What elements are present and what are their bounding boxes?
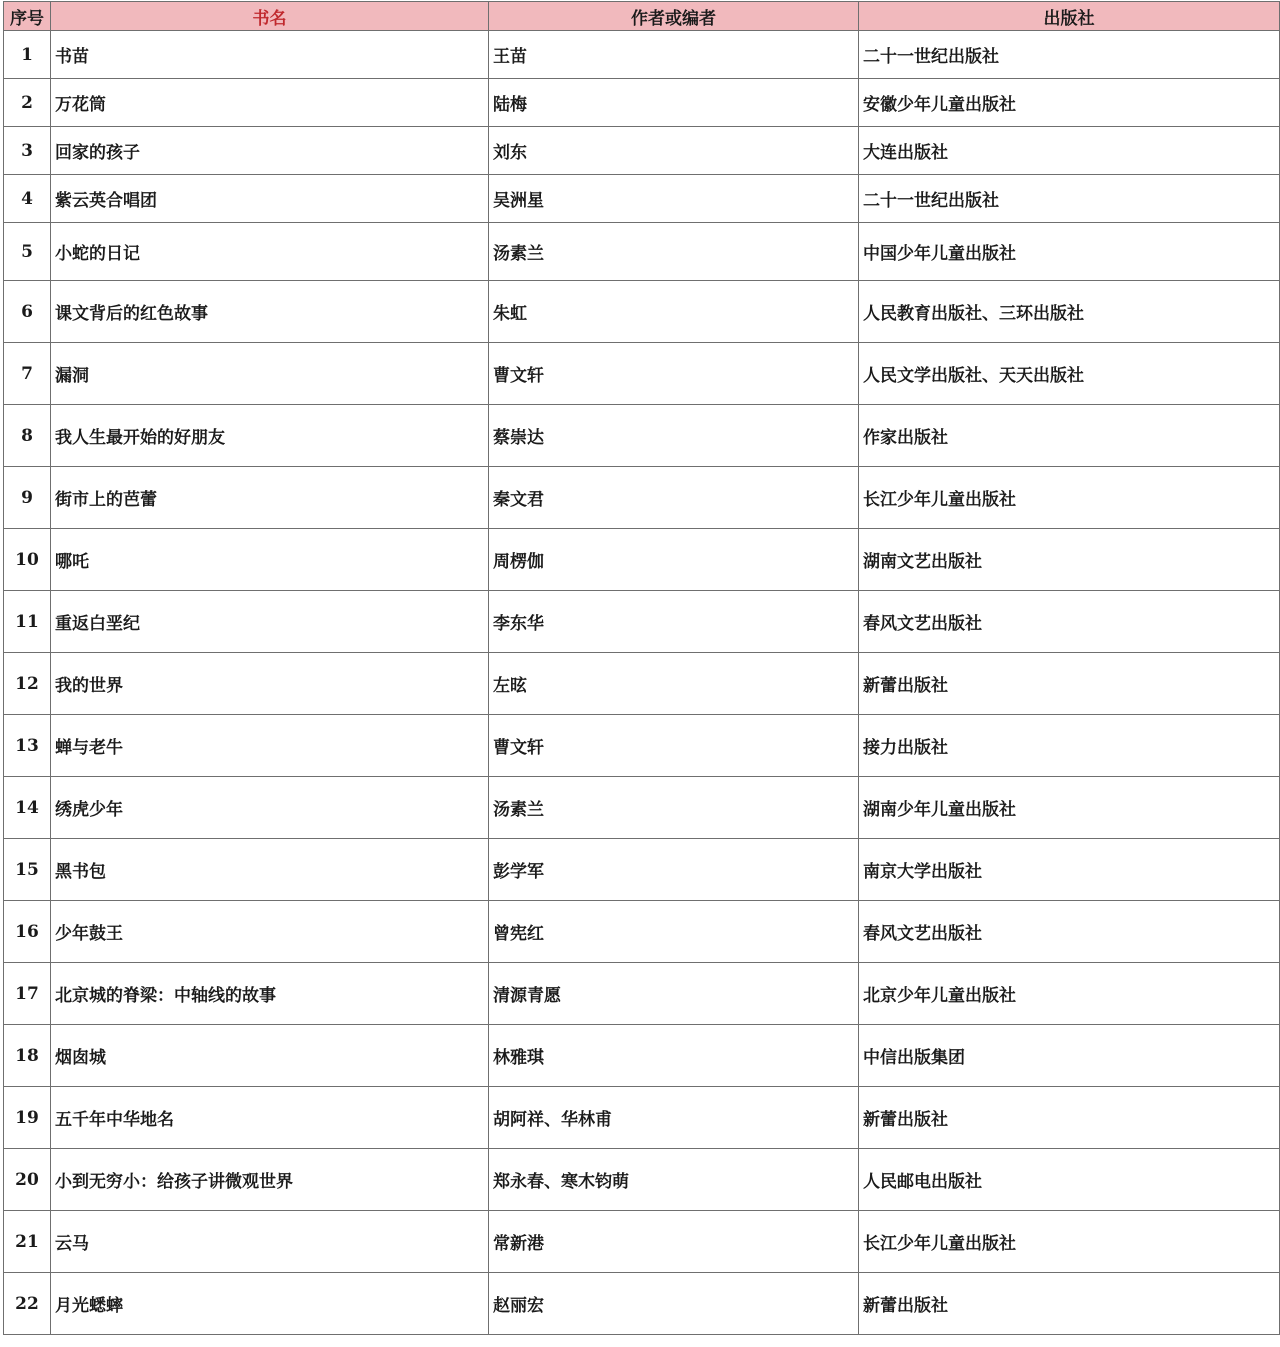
row-index: 13 <box>4 715 51 777</box>
row-publisher: 中信出版集团 <box>859 1025 1280 1087</box>
row-title: 黑书包 <box>51 839 489 901</box>
row-author: 胡阿祥、华林甫 <box>489 1087 859 1149</box>
row-author: 左昡 <box>489 653 859 715</box>
row-publisher: 湖南文艺出版社 <box>859 529 1280 591</box>
row-author: 赵丽宏 <box>489 1273 859 1335</box>
row-index: 2 <box>4 79 51 127</box>
row-author: 蔡崇达 <box>489 405 859 467</box>
table-row <box>4 343 1280 405</box>
row-publisher: 人民文学出版社、天天出版社 <box>859 343 1280 405</box>
row-title: 重返白垩纪 <box>51 591 489 653</box>
table-row <box>4 31 1280 79</box>
row-publisher: 湖南少年儿童出版社 <box>859 777 1280 839</box>
row-author: 朱虹 <box>489 281 859 343</box>
header-row <box>4 2 1280 31</box>
row-author: 汤素兰 <box>489 777 859 839</box>
header-title: 书名 <box>51 2 489 31</box>
row-title: 街市上的芭蕾 <box>51 467 489 529</box>
table-row <box>4 1273 1280 1335</box>
row-publisher: 中国少年儿童出版社 <box>859 223 1280 281</box>
row-publisher: 人民邮电出版社 <box>859 1149 1280 1211</box>
row-title: 绣虎少年 <box>51 777 489 839</box>
row-index: 18 <box>4 1025 51 1087</box>
table-row <box>4 79 1280 127</box>
row-index: 5 <box>4 223 51 281</box>
row-title: 云马 <box>51 1211 489 1273</box>
row-index: 10 <box>4 529 51 591</box>
row-index: 11 <box>4 591 51 653</box>
row-index: 3 <box>4 127 51 175</box>
row-author: 刘东 <box>489 127 859 175</box>
row-index: 20 <box>4 1149 51 1211</box>
row-author: 王苗 <box>489 31 859 79</box>
row-index: 4 <box>4 175 51 223</box>
row-index: 16 <box>4 901 51 963</box>
table-row <box>4 715 1280 777</box>
row-title: 课文背后的红色故事 <box>51 281 489 343</box>
row-author: 清源青愿 <box>489 963 859 1025</box>
table-row <box>4 1211 1280 1273</box>
row-publisher: 春风文艺出版社 <box>859 591 1280 653</box>
row-publisher: 春风文艺出版社 <box>859 901 1280 963</box>
table-row <box>4 175 1280 223</box>
row-author: 郑永春、寒木钧萌 <box>489 1149 859 1211</box>
row-publisher: 长江少年儿童出版社 <box>859 1211 1280 1273</box>
row-index: 22 <box>4 1273 51 1335</box>
row-author: 曹文轩 <box>489 715 859 777</box>
row-author: 曹文轩 <box>489 343 859 405</box>
table-row <box>4 281 1280 343</box>
row-author: 彭学军 <box>489 839 859 901</box>
row-author: 李东华 <box>489 591 859 653</box>
row-author: 吴洲星 <box>489 175 859 223</box>
row-index: 19 <box>4 1087 51 1149</box>
table-row <box>4 591 1280 653</box>
row-publisher: 作家出版社 <box>859 405 1280 467</box>
row-author: 汤素兰 <box>489 223 859 281</box>
row-title: 蝉与老牛 <box>51 715 489 777</box>
row-author: 陆梅 <box>489 79 859 127</box>
table-row <box>4 777 1280 839</box>
book-list-table <box>3 1 1280 1335</box>
row-title: 万花筒 <box>51 79 489 127</box>
row-title: 书苗 <box>51 31 489 79</box>
row-index: 21 <box>4 1211 51 1273</box>
row-title: 烟囱城 <box>51 1025 489 1087</box>
row-publisher: 接力出版社 <box>859 715 1280 777</box>
row-title: 五千年中华地名 <box>51 1087 489 1149</box>
row-index: 9 <box>4 467 51 529</box>
row-author: 林雅琪 <box>489 1025 859 1087</box>
row-publisher: 新蕾出版社 <box>859 653 1280 715</box>
row-publisher: 大连出版社 <box>859 127 1280 175</box>
row-title: 我的世界 <box>51 653 489 715</box>
row-publisher: 南京大学出版社 <box>859 839 1280 901</box>
row-publisher: 新蕾出版社 <box>859 1273 1280 1335</box>
row-publisher: 安徽少年儿童出版社 <box>859 79 1280 127</box>
table-row <box>4 405 1280 467</box>
row-author: 秦文君 <box>489 467 859 529</box>
table-row <box>4 1149 1280 1211</box>
row-title: 紫云英合唱团 <box>51 175 489 223</box>
row-author: 曾宪红 <box>489 901 859 963</box>
row-title: 回家的孩子 <box>51 127 489 175</box>
table-row <box>4 963 1280 1025</box>
row-title: 小到无穷小：给孩子讲微观世界 <box>51 1149 489 1211</box>
header-publisher: 出版社 <box>859 2 1280 31</box>
row-publisher: 长江少年儿童出版社 <box>859 467 1280 529</box>
table-row <box>4 467 1280 529</box>
row-title: 少年鼓王 <box>51 901 489 963</box>
row-author: 常新港 <box>489 1211 859 1273</box>
row-index: 15 <box>4 839 51 901</box>
row-publisher: 二十一世纪出版社 <box>859 31 1280 79</box>
table-row <box>4 1025 1280 1087</box>
row-title: 小蛇的日记 <box>51 223 489 281</box>
row-index: 7 <box>4 343 51 405</box>
header-index: 序号 <box>4 2 51 31</box>
table-row <box>4 127 1280 175</box>
header-author: 作者或编者 <box>489 2 859 31</box>
table-row <box>4 839 1280 901</box>
table-row <box>4 529 1280 591</box>
row-author: 周楞伽 <box>489 529 859 591</box>
row-title: 我人生最开始的好朋友 <box>51 405 489 467</box>
row-index: 1 <box>4 31 51 79</box>
table-row <box>4 901 1280 963</box>
row-publisher: 北京少年儿童出版社 <box>859 963 1280 1025</box>
table-row <box>4 1087 1280 1149</box>
row-publisher: 新蕾出版社 <box>859 1087 1280 1149</box>
row-index: 6 <box>4 281 51 343</box>
row-index: 17 <box>4 963 51 1025</box>
row-index: 14 <box>4 777 51 839</box>
table-row <box>4 653 1280 715</box>
row-title: 哪吒 <box>51 529 489 591</box>
row-index: 8 <box>4 405 51 467</box>
row-index: 12 <box>4 653 51 715</box>
row-title: 北京城的脊梁：中轴线的故事 <box>51 963 489 1025</box>
row-title: 漏洞 <box>51 343 489 405</box>
row-publisher: 二十一世纪出版社 <box>859 175 1280 223</box>
row-title: 月光蟋蟀 <box>51 1273 489 1335</box>
row-publisher: 人民教育出版社、三环出版社 <box>859 281 1280 343</box>
table-row <box>4 223 1280 281</box>
